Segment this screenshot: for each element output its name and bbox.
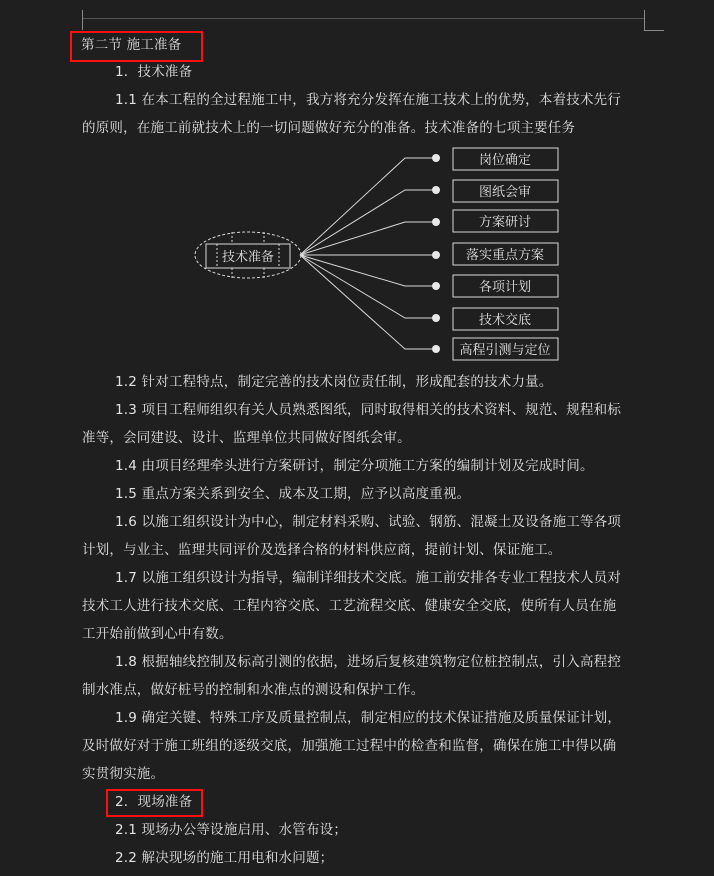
paragraph-2-2: 2.2 解决现场的施工用电和水问题；: [115, 850, 334, 866]
section-heading: 第二节 施工准备: [81, 37, 182, 53]
item-label-1: 岗位确定: [478, 153, 532, 168]
paragraph-2-1: 2.1 现场办公等设施启用、水管布设；: [115, 822, 348, 838]
item-box-6: [453, 308, 558, 330]
item-label-3: 方案研讨: [478, 215, 532, 230]
item-label-5: 各项计划: [478, 280, 532, 295]
paragraph-1-9-line-2: 及时做好对于施工班组的逐级交底，加强施工过程中的检查和监督，确保在施工中得以确: [82, 738, 617, 754]
item-label-6: 技术交底: [478, 313, 532, 328]
item-label-7: 高程引测与定位: [459, 343, 551, 358]
branch-lines: [300, 158, 436, 349]
paragraph-1-9-line-1: 1.9 确定关键、特殊工序及质量控制点，制定相应的技术保证措施及质量保证计划，: [115, 710, 622, 726]
item-box-1: [453, 148, 558, 170]
item-box-5: [453, 275, 558, 297]
paragraph-1-4: 1.4 由项目经理牵头进行方案研讨，制定分项施工方案的编制计划及完成时间。: [115, 458, 594, 474]
margin-corner-mark-right-h: [644, 30, 664, 31]
paragraph-1-6-line-2: 计划，与业主、监理共同评价及选择合格的材料供应商，提前计划、保证施工。: [82, 542, 562, 558]
paragraph-1-7-line-1: 1.7 以施工组织设计为指导，编制详细技术交底。施工前安排各专业工程技术人员对: [115, 570, 622, 586]
paragraph-1-3-line-2: 准等，会同建设、设计、监理单位共同做好图纸会审。: [82, 430, 411, 446]
header-rule: [82, 18, 644, 19]
paragraph-1-2: 1.2 针对工程特点，制定完善的技术岗位责任制，形成配套的技术力量。: [115, 374, 553, 390]
paragraph-1-3-line-1: 1.3 项目工程师组织有关人员熟悉图纸，同时取得相关的技术资料、规范、规程和标: [115, 402, 622, 418]
subheading-technical-prep: 1．技术准备: [115, 64, 193, 80]
item-box-2: [453, 180, 558, 202]
margin-corner-mark-right: [644, 10, 645, 30]
paragraph-1-7-line-3: 工开始前做到心中有数。: [82, 626, 233, 642]
paragraph-1-9-line-3: 实贯彻实施。: [82, 766, 165, 782]
paragraph-1-8-line-1: 1.8 根据轴线控制及标高引测的依据，进场后复核建筑物定位桩控制点，引入高程控: [115, 654, 622, 670]
branch-dots: [432, 154, 440, 353]
paragraph-1-1-line-2: 的原则，在施工前就技术上的一切问题做好充分的准备。技术准备的七项主要任务: [82, 120, 576, 136]
item-box-7: [453, 338, 558, 360]
margin-corner-mark-left: [82, 10, 83, 30]
item-label-2: 图纸会审: [478, 185, 532, 200]
technical-prep-diagram: [190, 140, 570, 370]
paragraph-1-7-line-2: 技术工人进行技术交底、工程内容交底、工艺流程交底、健康安全交底，使所有人员在施: [82, 598, 617, 614]
subheading-site-prep: 2．现场准备: [115, 794, 193, 810]
paragraph-1-5: 1.5 重点方案关系到安全、成本及工期，应予以高度重视。: [115, 486, 471, 502]
paragraph-1-6-line-1: 1.6 以施工组织设计为中心，制定材料采购、试验、钢筋、混凝土及设备施工等各项: [115, 514, 622, 530]
item-box-4: [453, 243, 558, 265]
item-box-3: [453, 210, 558, 232]
paragraph-1-8-line-2: 制水准点，做好桩号的控制和水准点的测设和保护工作。: [82, 682, 425, 698]
item-label-4: 落实重点方案: [465, 248, 545, 263]
paragraph-1-1-line-1: 1.1 在本工程的全过程施工中，我方将充分发挥在施工技术上的优势，本着技术先行: [115, 92, 622, 108]
center-label: 技术准备: [221, 250, 275, 265]
